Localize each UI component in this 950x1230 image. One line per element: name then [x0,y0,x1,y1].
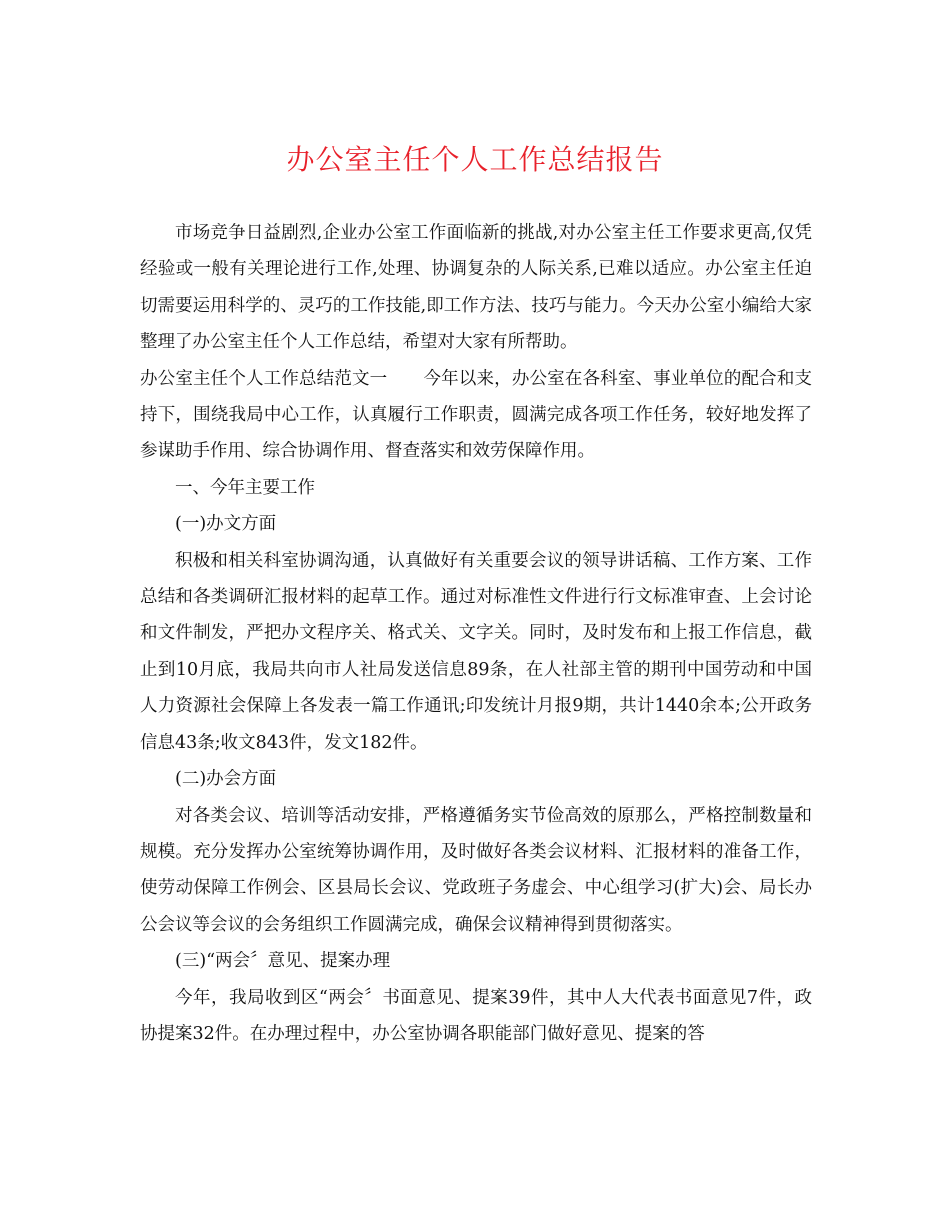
intro-paragraph: 市场竞争日益剧烈,企业办公室工作面临新的挑战,对办公室主任工作要求更高,仅凭经验或一般有关理论进行工作,处理、协调复杂的人际关系,已难以适应。办公室主任迫切需要运用科学的、灵巧的工作技能,即工作方法、技巧与能力。今天办公室小编给大家整理了办公室主任个人工作总结，希望对大家有所帮助。 [140,223,812,353]
documents-paragraph: 积极和相关科室协调沟通，认真做好有关重要会议的领导讲话稿、工作方案、工作总结和各类调研汇报材料的起草工作。通过对标准性文件进行行文标准审查、上会讨论和文件制发，严把办文程序关、格式关、文字关。同时，及时发布和上报工作信息，截止到10月底，我局共向市人社局发送信息89条，在人社部主管的期刊中国劳动和中国人力资源社会保障上各发表一篇工作通讯;印发统计月报9期，共计1440余本;公开政务信息43条;收文843件，发文182件。 [140,550,812,753]
document-title: 办公室主任个人工作总结报告 [286,143,664,176]
subheading-documents: (一)办文方面 [175,514,277,535]
subheading-proposals: (三)“两会〞意见、提案办理 [175,951,391,972]
meetings-paragraph: 对各类会议、培训等活动安排，严格遵循务实节俭高效的原那么，严格控制数量和规模。充分发挥办公室统筹协调作用，及时做好各类会议材料、汇报材料的准备工作，使劳动保障工作例会、区县局长会议、党政班子务虚会、中心组学习(扩大)会、局长办公会议等会议的会务组织工作圆满完成，确保会议精神得到贯彻落实。 [140,805,812,935]
proposals-paragraph: 今年，我局收到区“两会〞书面意见、提案39件，其中人大代表书面意见7件，政协提案32件。在办理过程中，办公室协调各职能部门做好意见、提案的答 [140,987,812,1044]
sample-text: 今年以来，办公室在各科室、事业单位的配合和支持下，围绕我局中心工作，认真履行工作职责，圆满完成各项工作任务，较好地发挥了参谋助手作用、综合协调作用、督查落实和效劳保障作用。 [140,368,813,462]
subheading-meetings: (二)办会方面 [175,769,277,790]
section-heading-main-work: 一、今年主要工作 [175,477,315,498]
sample-label: 办公室主任个人工作总结范文一 [140,368,388,389]
document-body [140,215,812,1052]
sample-paragraph [140,361,812,470]
